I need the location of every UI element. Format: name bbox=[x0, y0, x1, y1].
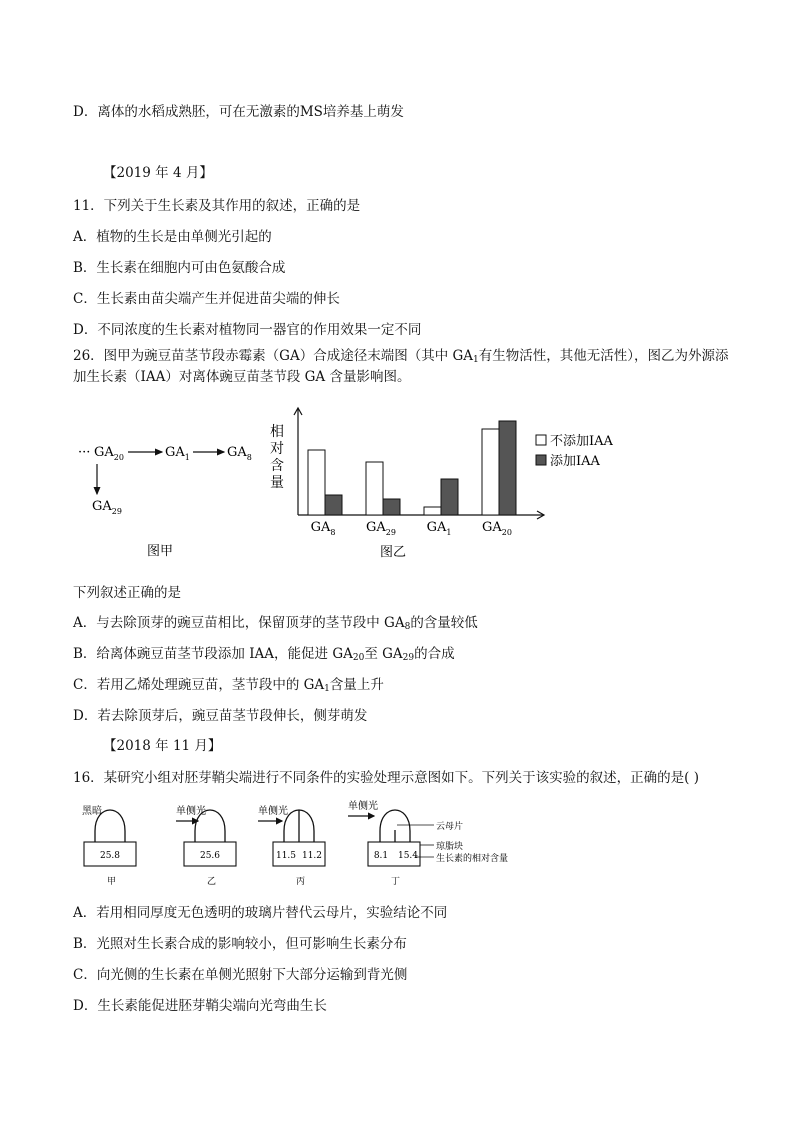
q26-stem: 26．图甲为豌豆苗茎节段赤霉素（GA）合成途径末端图（其中 $GA_1$有生物活性，其他无活性），图乙为外源添加生长素（IAA）对离体豌豆苗茎节段 GA 含量影响图。 bbox=[73, 348, 729, 385]
value-ding-right: 15.4 bbox=[397, 851, 419, 861]
pathway-ga8: $GA_8$ bbox=[227, 445, 252, 462]
q16-option-d: D．生长素能促进胚芽鞘尖端向光弯曲生长 bbox=[73, 998, 327, 1014]
q11-option-d: D．不同浓度的生长素对植物同一器官的作用效果一定不同 bbox=[73, 322, 422, 338]
x-tick-label-GA1: $GA_1$ bbox=[426, 520, 452, 537]
pathway-ga1: $GA_1$ bbox=[165, 445, 190, 462]
bar-GA20-no-iaa bbox=[482, 429, 499, 515]
q16-stem: 16．某研究小组对胚芽鞘尖端进行不同条件的实验处理示意图如下。下列关于该实验的叙述，正确的是( ) bbox=[73, 770, 700, 786]
pathway-ga29: $GA_{29}$ bbox=[92, 499, 122, 516]
option-d-prev: D．离体的水稻成熟胚，可在无激素的MS培养基上萌发 bbox=[73, 104, 404, 120]
value-yi: 25.6 bbox=[199, 851, 221, 861]
label-jia: 甲 bbox=[107, 877, 117, 887]
figure-jia-caption: 图甲 bbox=[147, 544, 174, 559]
ylabel-char-3: 含 bbox=[270, 458, 284, 474]
x-tick-labels bbox=[311, 520, 512, 537]
pathway-ga20: $GA_{20}$ bbox=[94, 445, 124, 462]
q16-option-b: B．光照对生长素合成的影响较小，但可影响生长素分布 bbox=[73, 936, 407, 952]
value-bing-left: 11.5 bbox=[275, 851, 297, 861]
section-heading-2019: 【2019 年 4 月】 bbox=[103, 165, 213, 181]
bar-GA20-iaa bbox=[499, 421, 516, 515]
figure-yi-caption: 图乙 bbox=[380, 545, 407, 560]
q26-prompt: 下列叙述正确的是 bbox=[73, 585, 181, 601]
legend-label-iaa: 添加IAA bbox=[550, 454, 600, 469]
q11-stem: 11．下列关于生长素及其作用的叙述，正确的是 bbox=[73, 198, 361, 214]
q11-option-c: C．生长素由苗尖端产生并促进苗尖端的伸长 bbox=[73, 291, 340, 307]
value-ding-left: 8.1 bbox=[373, 851, 389, 861]
x-tick-label-GA8: $GA_8$ bbox=[310, 520, 336, 537]
q26-option-a: A．与去除顶芽的豌豆苗相比，保留顶芽的茎节段中 $GA_8$的含量较低 bbox=[73, 615, 478, 632]
bar-GA29-no-iaa bbox=[366, 462, 383, 515]
legend-swatch-no-iaa bbox=[536, 435, 546, 445]
section-heading-2018: 【2018 年 11 月】 bbox=[103, 738, 222, 754]
bar-GA1-iaa bbox=[441, 479, 458, 515]
q11-option-b: B．生长素在细胞内可由色氨酸合成 bbox=[73, 260, 286, 276]
bar-GA1-no-iaa bbox=[424, 507, 441, 515]
coleoptile-yi bbox=[195, 810, 225, 842]
q26-option-c: C．若用乙烯处理豌豆苗，茎节段中的 $GA_1$含量上升 bbox=[73, 677, 384, 694]
label-ding: 丁 bbox=[391, 877, 401, 887]
annotation-auxin: 生长素的相对含量 bbox=[436, 854, 509, 864]
q16-option-c: C．向光侧的生长素在单侧光照射下大部分运输到背光侧 bbox=[73, 967, 408, 983]
value-jia: 25.8 bbox=[99, 851, 121, 861]
figure-q16-experiments bbox=[70, 795, 530, 895]
x-tick-label-GA29: $GA_{29}$ bbox=[366, 520, 396, 537]
coleoptile-jia bbox=[95, 810, 125, 842]
bar-GA8-no-iaa bbox=[308, 450, 325, 515]
q26-option-d: D．若去除顶芽后，豌豆苗茎节段伸长，侧芽萌发 bbox=[73, 708, 368, 724]
bar-GA29-iaa bbox=[383, 499, 400, 515]
annotation-mica: 云母片 bbox=[436, 822, 464, 832]
legend-label-no-iaa: 不添加IAA bbox=[550, 434, 613, 449]
label-light-yi: 单侧光 bbox=[176, 806, 206, 817]
label-light-bing: 单侧光 bbox=[258, 806, 288, 817]
figure-yi-chart bbox=[262, 408, 632, 568]
x-tick-label-GA20: $GA_{20}$ bbox=[482, 520, 512, 537]
annotation-agar: 琼脂块 bbox=[436, 842, 464, 852]
ylabel-char-2: 对 bbox=[270, 441, 284, 457]
q26-option-b: B．给离体豌豆苗茎节段添加 IAA，能促进 $GA_{20}$至 $GA_{29}$的合成 bbox=[73, 646, 455, 663]
q11-option-a: A．植物的生长是由单侧光引起的 bbox=[73, 229, 272, 245]
label-light-ding: 单侧光 bbox=[348, 801, 378, 812]
bar-group bbox=[308, 421, 516, 515]
ylabel-char-1: 相 bbox=[270, 424, 284, 440]
ylabel-char-4: 量 bbox=[270, 475, 284, 491]
label-yi: 乙 bbox=[207, 877, 217, 887]
figure-jia-pathway bbox=[70, 420, 252, 570]
value-bing-right: 11.2 bbox=[301, 851, 323, 861]
q16-option-a: A．若用相同厚度无色透明的玻璃片替代云母片，实验结论不同 bbox=[73, 905, 448, 921]
label-bing: 丙 bbox=[296, 877, 306, 887]
legend-swatch-iaa bbox=[536, 455, 546, 465]
bar-GA8-iaa bbox=[325, 495, 342, 515]
label-dark: 黑暗 bbox=[82, 806, 102, 817]
pathway-dots: ··· bbox=[78, 445, 91, 460]
